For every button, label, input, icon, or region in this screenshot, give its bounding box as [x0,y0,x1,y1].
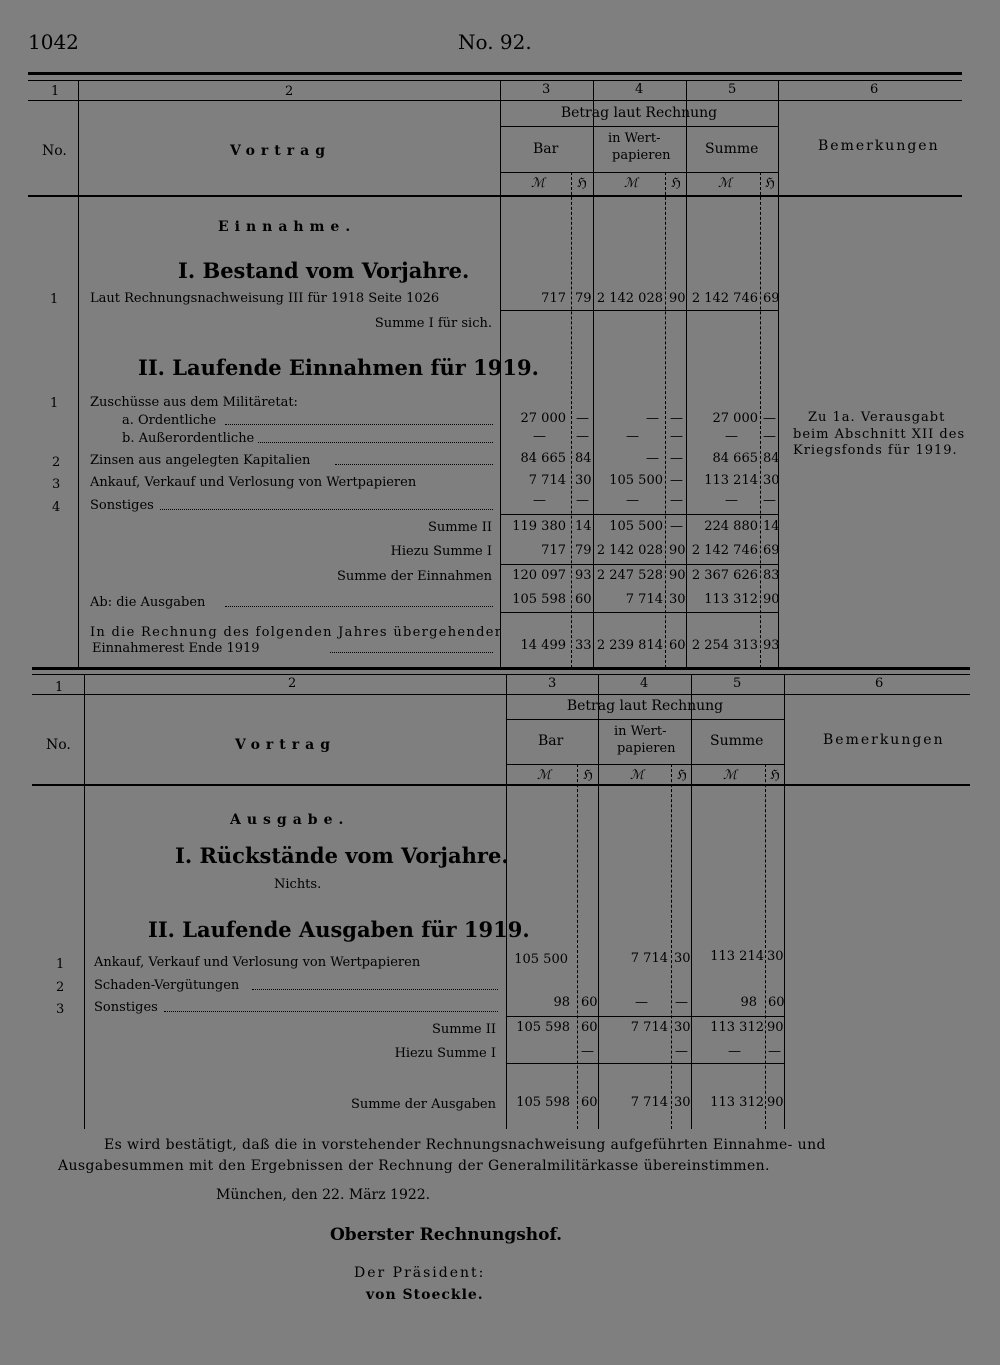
confirmation-line-1: Es wird bestätigt, daß die in vorstehender Rechnungsnachweisung aufgeführten Einnahme- und [104,1137,826,1153]
wp-pf-value: 30 [669,592,686,607]
laufende-einnahmen-title: II. Laufende Einnahmen für 1919. [138,355,539,380]
bar-pf-value: 84 [575,451,592,466]
wp-pf-value: — [670,411,683,426]
bar-pf-value: — [576,429,589,444]
wertpapiere-header-1: in Wert- [608,131,661,146]
sum-pf-value: — [768,1044,781,1059]
col-number-1: 1 [51,84,60,99]
sum-mark-value: 27 000 [712,411,758,426]
bar-mark-value: 120 097 [512,568,566,583]
wp-pf-value: 90 [669,568,686,583]
col-number-3: 3 [542,82,551,97]
wp-pf-unit: ℌ [671,176,681,191]
col-number-5: 5 [733,676,742,691]
bemerkungen-header: Bemerkungen [823,732,945,748]
bar-pf-value: 60 [581,995,598,1010]
bar-pf-value: 93 [575,568,592,583]
wp-pf-value: 30 [674,1095,691,1110]
sum-mark-value: — [725,493,738,508]
sum-mark-unit: ℳ [723,768,737,783]
bar-pf-unit: ℌ [577,176,587,191]
row-text: Schaden-Vergütungen [94,978,240,993]
sum-mark-value: 113 312 [710,1020,764,1035]
vortrag-header: Vortrag [230,143,331,159]
wp-mark-value: — [646,451,659,466]
wp-mark-value: 2 247 528 [596,568,663,583]
summe-1-label: Summe I für sich. [374,316,492,331]
bar-pf-value: 33 [575,638,592,653]
sum-mark-value: 113 312 [704,592,758,607]
row-text: Sonstiges [94,1000,158,1015]
bar-pf-value: — [576,493,589,508]
bar-mark-value: 105 598 [512,592,566,607]
remark-line-2: beim Abschnitt XII des [793,427,966,442]
sum-pf-value: 60 [768,995,785,1010]
wp-mark-value: — [626,429,639,444]
summe-der-ausgaben-label: Summe der Ausgaben [350,1097,496,1112]
bar-pf-value: 60 [575,592,592,607]
col-number-2: 2 [288,676,297,691]
bar-pf-unit: ℌ [583,768,593,783]
row-text: b. Außerordentliche [122,431,255,446]
ab-ausgaben-label: Ab: die Ausgaben [90,595,206,610]
signer-role: Der Präsident: [354,1265,486,1281]
wp-mark-value: 105 500 [609,473,663,488]
wp-mark-value: 7 714 [630,1020,668,1035]
sum-mark-value: 224 880 [704,519,758,534]
wertpapiere-header-1: in Wert- [614,724,667,739]
issue-number: No. 92. [458,30,532,54]
summe-2-label: Summe II [431,1022,496,1037]
page-number: 1042 [28,30,79,54]
bar-mark-value: 119 380 [512,519,566,534]
sum-pf-value: 93 [763,638,780,653]
remark-line-3: Kriegsfonds für 1919. [793,443,958,458]
hiezu-summe-1-label: Hiezu Summe I [390,544,492,559]
wp-pf-value: — [675,1044,688,1059]
wp-pf-value: 90 [669,543,686,558]
place-date: München, den 22. März 1922. [216,1187,431,1203]
bar-mark-value: 105 500 [514,952,568,967]
wp-pf-value: — [670,493,683,508]
bar-mark-unit: ℳ [537,768,551,783]
wp-mark-value: 7 714 [625,592,663,607]
col-number-1: 1 [55,680,64,695]
bar-pf-value: 14 [575,519,592,534]
sum-mark-value: 2 142 746 [691,291,758,306]
hiezu-summe-1-label: Hiezu Summe I [394,1046,496,1061]
sum-pf-value: — [763,411,776,426]
bar-pf-value: 79 [575,543,592,558]
bar-mark-value: 7 714 [528,473,566,488]
bestand-section-title: I. Bestand vom Vorjahre. [178,258,470,283]
confirmation-line-2: Ausgabesummen mit den Ergebnissen der Rechnung der Generalmilitärkasse übereinstimmen. [58,1158,770,1174]
bar-mark-unit: ℳ [531,176,545,191]
wp-mark-value: — [646,411,659,426]
wp-pf-value: 30 [674,1020,691,1035]
summe-2-label: Summe II [427,520,492,535]
row-no: 2 [56,980,65,995]
row-text: Zuschüsse aus dem Militäretat: [90,395,298,410]
bar-mark-value: — [533,493,546,508]
row-no: 2 [52,455,61,470]
row-text: Sonstiges [90,498,154,513]
row-text: Laut Rechnungsnachweisung III für 1918 Seite 1026 [90,291,440,306]
row-no: 1 [56,957,65,972]
wp-mark-unit: ℳ [630,768,644,783]
wp-mark-value: 7 714 [630,1095,668,1110]
sum-pf-value: — [763,429,776,444]
row-text: a. Ordentliche [122,413,217,428]
sum-pf-value: 14 [763,519,780,534]
bar-pf-value: — [576,411,589,426]
bar-header: Bar [533,141,559,157]
row-no: 3 [56,1002,65,1017]
wp-mark-value: — [635,995,648,1010]
wp-pf-value: — [670,451,683,466]
laufende-ausgaben-title: II. Laufende Ausgaben für 1919. [148,917,530,942]
bar-mark-value: 105 598 [516,1095,570,1110]
bar-pf-value: 30 [575,473,592,488]
wp-mark-value: — [626,493,639,508]
einnahme-title: Einnahme. [218,219,357,235]
bar-pf-value: 60 [581,1095,598,1110]
sum-pf-value: 30 [763,473,780,488]
row-text: Ankauf, Verkauf und Verlosung von Wertpapieren [90,475,417,490]
wp-mark-value: 2 142 028 [596,291,663,306]
bar-mark-value: — [533,429,546,444]
remark-line-1: Zu 1a. Verausgabt [808,410,946,425]
col-number-4: 4 [640,676,649,691]
sum-mark-value: 2 142 746 [691,543,758,558]
wp-pf-value: — [675,995,688,1010]
bar-mark-value: 84 665 [520,451,566,466]
bar-mark-value: 717 [541,291,566,306]
wp-pf-value: 60 [669,638,686,653]
bar-mark-value: 14 499 [520,638,566,653]
row-no: 3 [52,477,61,492]
sum-mark-value: 84 665 [712,451,758,466]
sum-pf-value: 90 [767,1095,784,1110]
wp-pf-value: — [670,429,683,444]
bar-pf-value: — [581,1044,594,1059]
wp-pf-value: 30 [674,951,691,966]
office-name: Oberster Rechnungshof. [330,1225,563,1245]
no-header: No. [46,737,71,753]
sum-mark-value: 98 [740,995,757,1010]
sum-pf-value: 69 [763,291,780,306]
bar-mark-value: 98 [553,995,570,1010]
einnahmerest-label-1: In die Rechnung des folgenden Jahres übergehender [90,625,503,640]
summe-header: Summe [705,141,759,157]
col-number-5: 5 [728,82,737,97]
bar-mark-value: 717 [541,543,566,558]
bar-pf-value: 60 [581,1020,598,1035]
row-text: Zinsen aus angelegten Kapitalien [90,453,311,468]
sum-pf-unit: ℌ [765,176,775,191]
row-no: 4 [52,500,61,515]
wp-pf-value: — [670,473,683,488]
amount-group-label: Betrag laut Rechnung [566,698,724,714]
wp-pf-value: — [670,519,683,534]
row-no: 1 [50,396,59,411]
wp-pf-unit: ℌ [677,768,687,783]
bar-mark-value: 105 598 [516,1020,570,1035]
col-number-2: 2 [285,84,294,99]
bar-header: Bar [538,733,564,749]
bar-pf-value: 79 [575,291,592,306]
no-header: No. [42,143,67,159]
col-number-6: 6 [870,82,879,97]
nichts-label: Nichts. [274,877,322,892]
bar-mark-value: 27 000 [520,411,566,426]
amount-group-label: Betrag laut Rechnung [560,105,718,121]
wertpapiere-header-2: papieren [612,148,671,163]
summe-header: Summe [710,733,764,749]
vortrag-header: Vortrag [235,737,336,753]
wp-mark-value: 7 714 [630,951,668,966]
sum-mark-value: 2 254 313 [691,638,758,653]
sum-pf-value: 90 [763,592,780,607]
signer-name: von Stoeckle. [366,1287,484,1303]
ausgabe-title: Ausgabe. [230,812,350,828]
sum-pf-value: — [763,493,776,508]
wertpapiere-header-2: papieren [617,741,676,756]
sum-mark-unit: ℳ [718,176,732,191]
sum-mark-value: 113 312 [710,1095,764,1110]
sum-mark-value: — [728,1044,741,1059]
wp-mark-value: 105 500 [609,519,663,534]
wp-pf-value: 90 [669,291,686,306]
sum-pf-value: 30 [767,949,784,964]
col-number-6: 6 [875,676,884,691]
bemerkungen-header: Bemerkungen [818,138,940,154]
wp-mark-unit: ℳ [624,176,638,191]
wp-mark-value: 2 239 814 [596,638,663,653]
einnahmerest-label-2: Einnahmerest Ende 1919 [92,641,260,656]
col-number-3: 3 [548,676,557,691]
sum-mark-value: 2 367 626 [691,568,758,583]
sum-pf-value: 84 [763,451,780,466]
summe-der-einnahmen-label: Summe der Einnahmen [336,569,492,584]
sum-pf-value: 90 [767,1020,784,1035]
row-no: 1 [50,292,59,307]
sum-mark-value: 113 214 [710,949,764,964]
row-text: Ankauf, Verkauf und Verlosung von Wertpapieren [94,955,421,970]
sum-pf-value: 69 [763,543,780,558]
sum-pf-unit: ℌ [770,768,780,783]
sum-mark-value: 113 214 [704,473,758,488]
wp-mark-value: 2 142 028 [596,543,663,558]
sum-pf-value: 83 [763,568,780,583]
col-number-4: 4 [635,82,644,97]
sum-mark-value: — [725,429,738,444]
rueckstaende-section-title: I. Rückstände vom Vorjahre. [175,843,509,868]
